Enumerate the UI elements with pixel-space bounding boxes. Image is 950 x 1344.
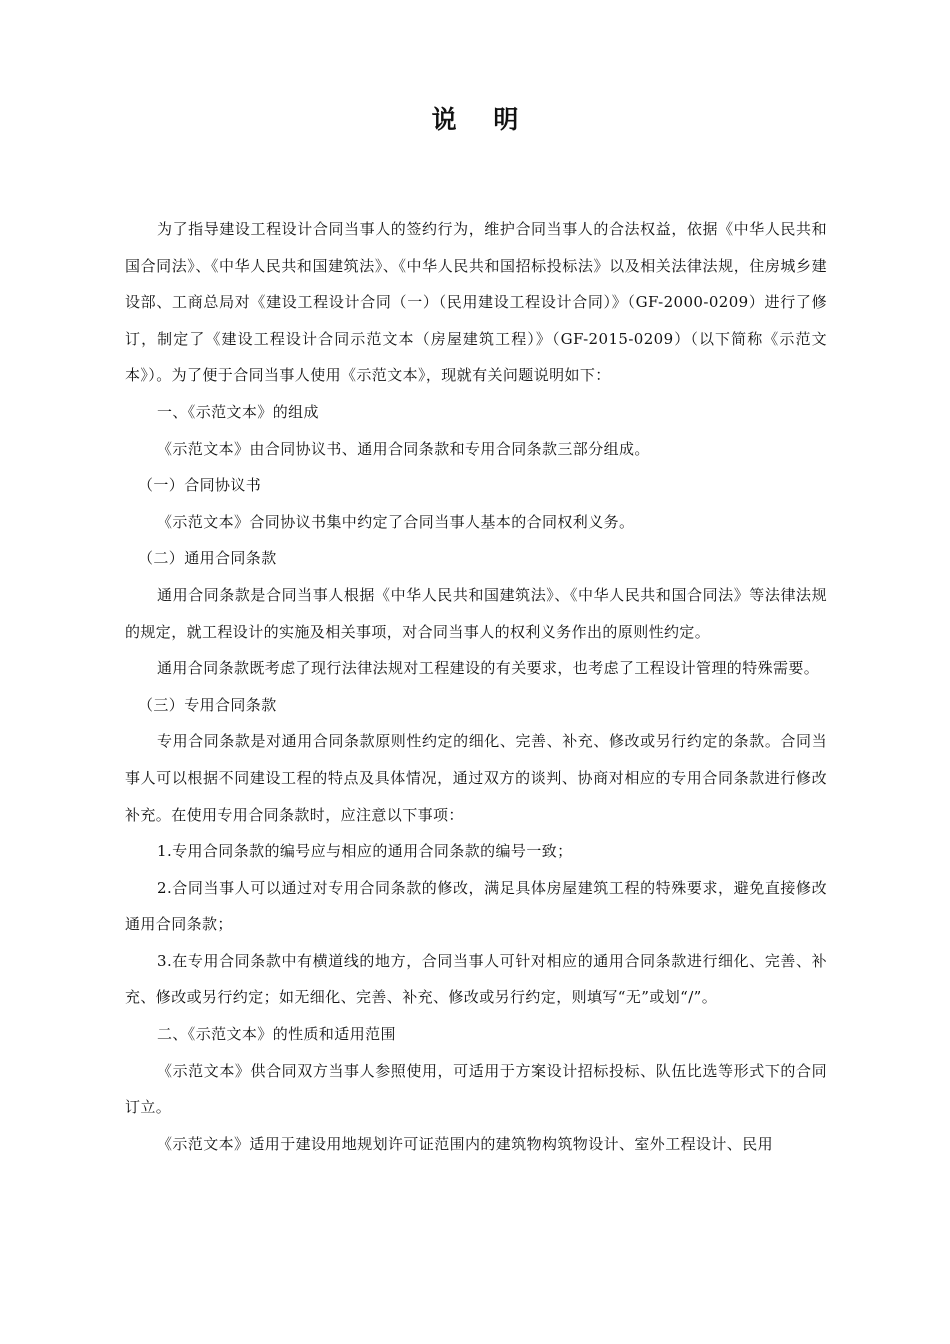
paragraph-composition: 《示范文本》由合同协议书、通用合同条款和专用合同条款三部分组成。 bbox=[157, 439, 650, 458]
list-item-1: 1.专用合同条款的编号应与相应的通用合同条款的编号一致； bbox=[157, 842, 573, 861]
section-heading-composition: 一、《示范文本》的组成 bbox=[157, 402, 319, 421]
paragraph-special-terms: 专用合同条款是对通用合同条款原则性约定的细化、完善、补充、修改或另行约定的条款。合同当事人可以根据不同建设工程的特点及具体情况，通过双方的谈判、协商对相应的专用合同条款进行修改补充。在使用专用合同条款时，应注意以下事项： bbox=[125, 732, 827, 824]
section-heading-scope: 二、《示范文本》的性质和适用范围 bbox=[157, 1025, 396, 1044]
document-title: 说 明 bbox=[431, 105, 533, 134]
list-item-2: 2.合同当事人可以通过对专用合同条款的修改，满足具体房屋建筑工程的特殊要求，避免直接修改通用合同条款； bbox=[125, 878, 827, 934]
list-item-3: 3.在专用合同条款中有横道线的地方，合同当事人可针对相应的通用合同条款进行细化、完善、补充、修改或另行约定；如无细化、完善、补充、修改或另行约定，则填写“无”或划“/”。 bbox=[125, 951, 827, 1007]
subheading-general-terms: （二）通用合同条款 bbox=[138, 549, 277, 568]
paragraph-general-terms-1: 通用合同条款是合同当事人根据《中华人民共和国建筑法》、《中华人民共和国合同法》等法律法规的规定，就工程设计的实施及相关事项，对合同当事人的权利义务作出的原则性约定。 bbox=[125, 585, 827, 641]
paragraph-scope-2: 《示范文本》适用于建设用地规划许可证范围内的建筑物构筑物设计、室外工程设计、民用 bbox=[157, 1134, 774, 1153]
paragraph-scope-1: 《示范文本》供合同双方当事人参照使用，可适用于方案设计招标投标、队伍比选等形式下的合同订立。 bbox=[125, 1061, 827, 1117]
document-body bbox=[125, 211, 827, 1162]
subheading-agreement: （一）合同协议书 bbox=[138, 476, 262, 495]
paragraph-general-terms-2: 通用合同条款既考虑了现行法律法规对工程建设的有关要求，也考虑了工程设计管理的特殊需要。 bbox=[157, 659, 820, 678]
subheading-special-terms: （三）专用合同条款 bbox=[138, 695, 277, 714]
paragraph-intro: 为了指导建设工程设计合同当事人的签约行为，维护合同当事人的合法权益，依据《中华人民共和国合同法》、《中华人民共和国建筑法》、《中华人民共和国招标投标法》以及相关法律法规，住房城乡建设部、工商总局对《建设工程设计合同（一）（民用建设工程设计合同）》（GF-2000-0209）进行了修订，制定了《建设工程设计合同示范文本（房屋建筑工程）》（GF-2015-0209）（以下简称《示范文本》）。为了便于合同当事人使用《示范文本》，现就有关问题说明如下： bbox=[125, 220, 827, 385]
paragraph-agreement: 《示范文本》合同协议书集中约定了合同当事人基本的合同权利义务。 bbox=[157, 512, 635, 531]
